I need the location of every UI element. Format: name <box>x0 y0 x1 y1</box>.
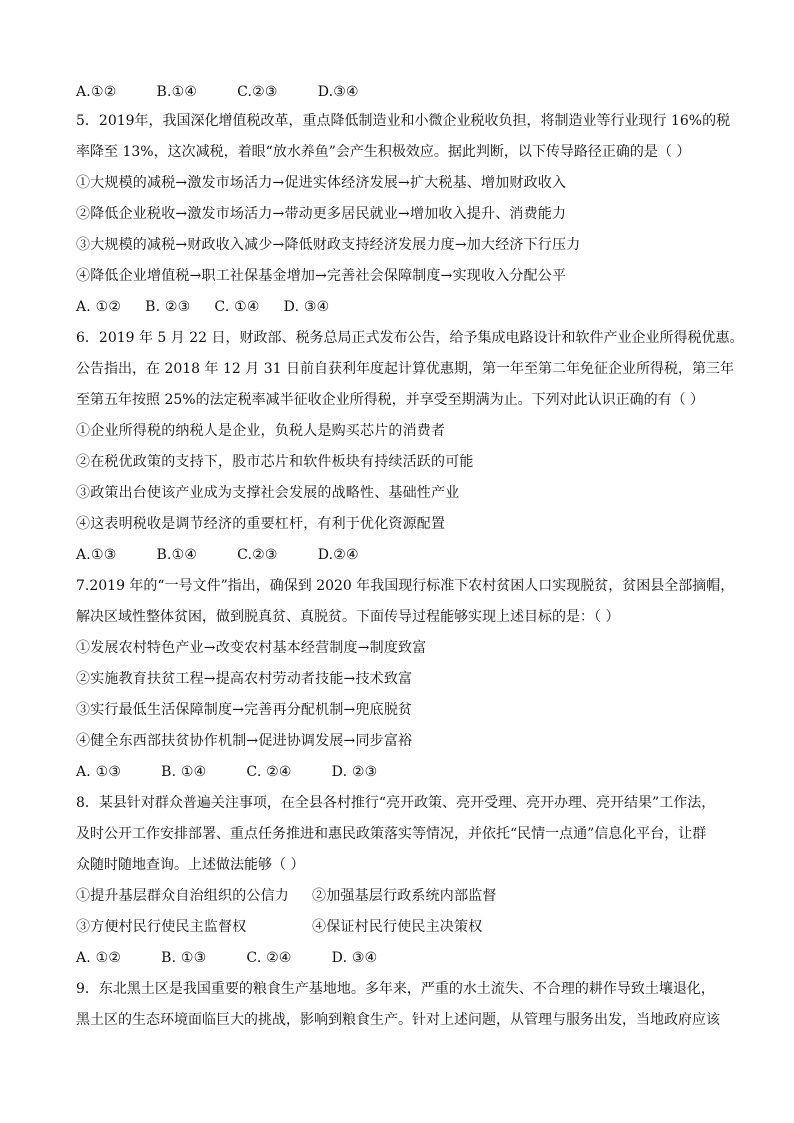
q8-item-1: ①提升基层群众自治组织的公信力 <box>76 888 289 904</box>
q6-item-1: ①企业所得税的纳税人是企业，负税人是购买芯片的消费者 <box>76 423 446 439</box>
q6-stem-line-1: 6．2019 年 5 月 22 日，财政部、税务总局正式发布公告，给予集成电路设计和软件产业企业所得税优惠。 <box>76 330 744 346</box>
q5-option-d: D. ③④ <box>283 299 330 315</box>
q7-options <box>76 757 736 788</box>
q6-item-4: ④这表明税收是调节经济的重要杠杆，有利于优化资源配置 <box>76 516 446 532</box>
q6-stem-line-3: 至第五年按照 25%的法定税率减半征收企业所得税，并享受至期满为止。下列对此认识正确的有（ ） <box>76 392 705 408</box>
q7-item-3: ③实行最低生活保障制度→完善再分配机制→兜底脱贫 <box>76 702 413 718</box>
q8-options <box>76 943 736 974</box>
question-7 <box>76 571 736 788</box>
q7-option-d: D. ②③ <box>331 764 378 780</box>
q8-option-a: A. ①② <box>76 950 122 966</box>
q8-stem-line-3: 众随时随地查询。上述做法能够（ ） <box>76 857 305 873</box>
question-6 <box>76 323 744 571</box>
q9-stem-line-2: 黑土区的生态环境面临巨大的挑战，影响到粮食生产。针对上述问题，从管理与服务出发，当地政府应该 <box>76 1012 720 1028</box>
q6-option-a: A.①③ <box>76 547 117 563</box>
q6-stem-line-2: 公告指出，在 2018 年 12 月 31 日前自获利年度起计算优惠期，第一年至第二年免征企业所得税，第三年 <box>76 361 734 377</box>
q5-stem-line-2: 率降至 13%，这次减税，着眼“放水养鱼”会产生积极效应。据此判断，以下传导路径正确的是（ ） <box>76 144 691 160</box>
q5-options <box>76 292 736 323</box>
q6-item-3: ③政策出台使该产业成为支撑社会发展的战略性、基础性产业 <box>76 485 460 501</box>
q7-item-1: ①发展农村特色产业→改变农村基本经营制度→制度致富 <box>76 640 427 656</box>
q6-option-d: D.②④ <box>317 547 359 563</box>
q7-option-c: C. ②④ <box>246 764 292 780</box>
question-5 <box>76 106 736 323</box>
q4-option-c: C.②③ <box>237 84 278 100</box>
q5-item-3: ③大规模的减税→财政收入减少→降低财政支持经济发展力度→加大经济下行压力 <box>76 237 581 253</box>
q5-option-a: A. ①② <box>76 299 122 315</box>
q8-items-row-2 <box>76 912 736 943</box>
q6-option-c: C.②③ <box>237 547 278 563</box>
question-8 <box>76 788 736 974</box>
q8-option-b: B. ①③ <box>161 950 207 966</box>
q6-option-b: B.①④ <box>156 547 198 563</box>
q5-item-1: ①大规模的减税→激发市场活力→促进实体经济发展→扩大税基、增加财政收入 <box>76 175 567 191</box>
q8-option-d: D. ③④ <box>331 950 378 966</box>
q4-options <box>76 78 736 106</box>
q7-option-a: A. ①③ <box>76 764 122 780</box>
q8-stem-line-2: 及时公开工作安排部署、重点任务推进和惠民政策落实等情况，并依托“民情一点通”信息化平台，让群 <box>76 826 707 842</box>
q5-item-2: ②降低企业税收→激发市场活力→带动更多居民就业→增加收入提升、消费能力 <box>76 206 567 222</box>
q7-item-4: ④健全东西部扶贫协作机制→促进协调发展→同步富裕 <box>76 733 413 749</box>
q5-stem-line-1: 5．2019年，我国深化增值税改革，重点降低制造业和小微企业税收负担，将制造业等行业现行 16%的税 <box>76 113 731 129</box>
q5-item-4: ④降低企业增值税→职工社保基金增加→完善社会保障制度→实现收入分配公平 <box>76 268 567 284</box>
q8-option-c: C. ②④ <box>246 950 292 966</box>
q7-option-b: B. ①④ <box>161 764 207 780</box>
q4-option-a: A.①② <box>76 84 117 100</box>
q4-option-d: D.③④ <box>317 84 359 100</box>
q5-option-c: C. ①④ <box>214 299 260 315</box>
q7-stem-line-1: 7.2019 年的“一号文件”指出，确保到 2020 年我国现行标准下农村贫困人口实现脱贫，贫困县全部摘帽， <box>76 578 735 594</box>
q8-items-row-1 <box>76 881 736 912</box>
q8-item-4: ④保证村民行使民主决策权 <box>312 919 483 935</box>
q8-item-2: ②加强基层行政系统内部监督 <box>312 888 497 904</box>
q8-stem-line-1: 8．某县针对群众普遍关注事项，在全县各村推行“亮开政策、亮开受理、亮开办理、亮开结果”工作法， <box>76 795 716 811</box>
q8-item-3: ③方便村民行使民主监督权 <box>76 919 247 935</box>
q9-stem-line-1: 9．东北黑土区是我国重要的粮食生产基地地。多年来，严重的水土流失、不合理的耕作导致土壤退化， <box>76 981 715 997</box>
q5-option-b: B. ②③ <box>145 299 191 315</box>
q6-item-2: ②在税优政策的支持下，股市芯片和软件板块有持续活跃的可能 <box>76 454 474 470</box>
q4-option-b: B.①④ <box>156 84 198 100</box>
question-9 <box>76 974 736 1036</box>
q7-stem-line-2: 解决区域性整体贫困，做到脱真贫、真脱贫。下面传导过程能够实现上述目标的是：（ ） <box>76 609 620 625</box>
q7-item-2: ②实施教育扶贫工程→提高农村劳动者技能→技术致富 <box>76 671 413 687</box>
q6-options <box>76 540 736 571</box>
